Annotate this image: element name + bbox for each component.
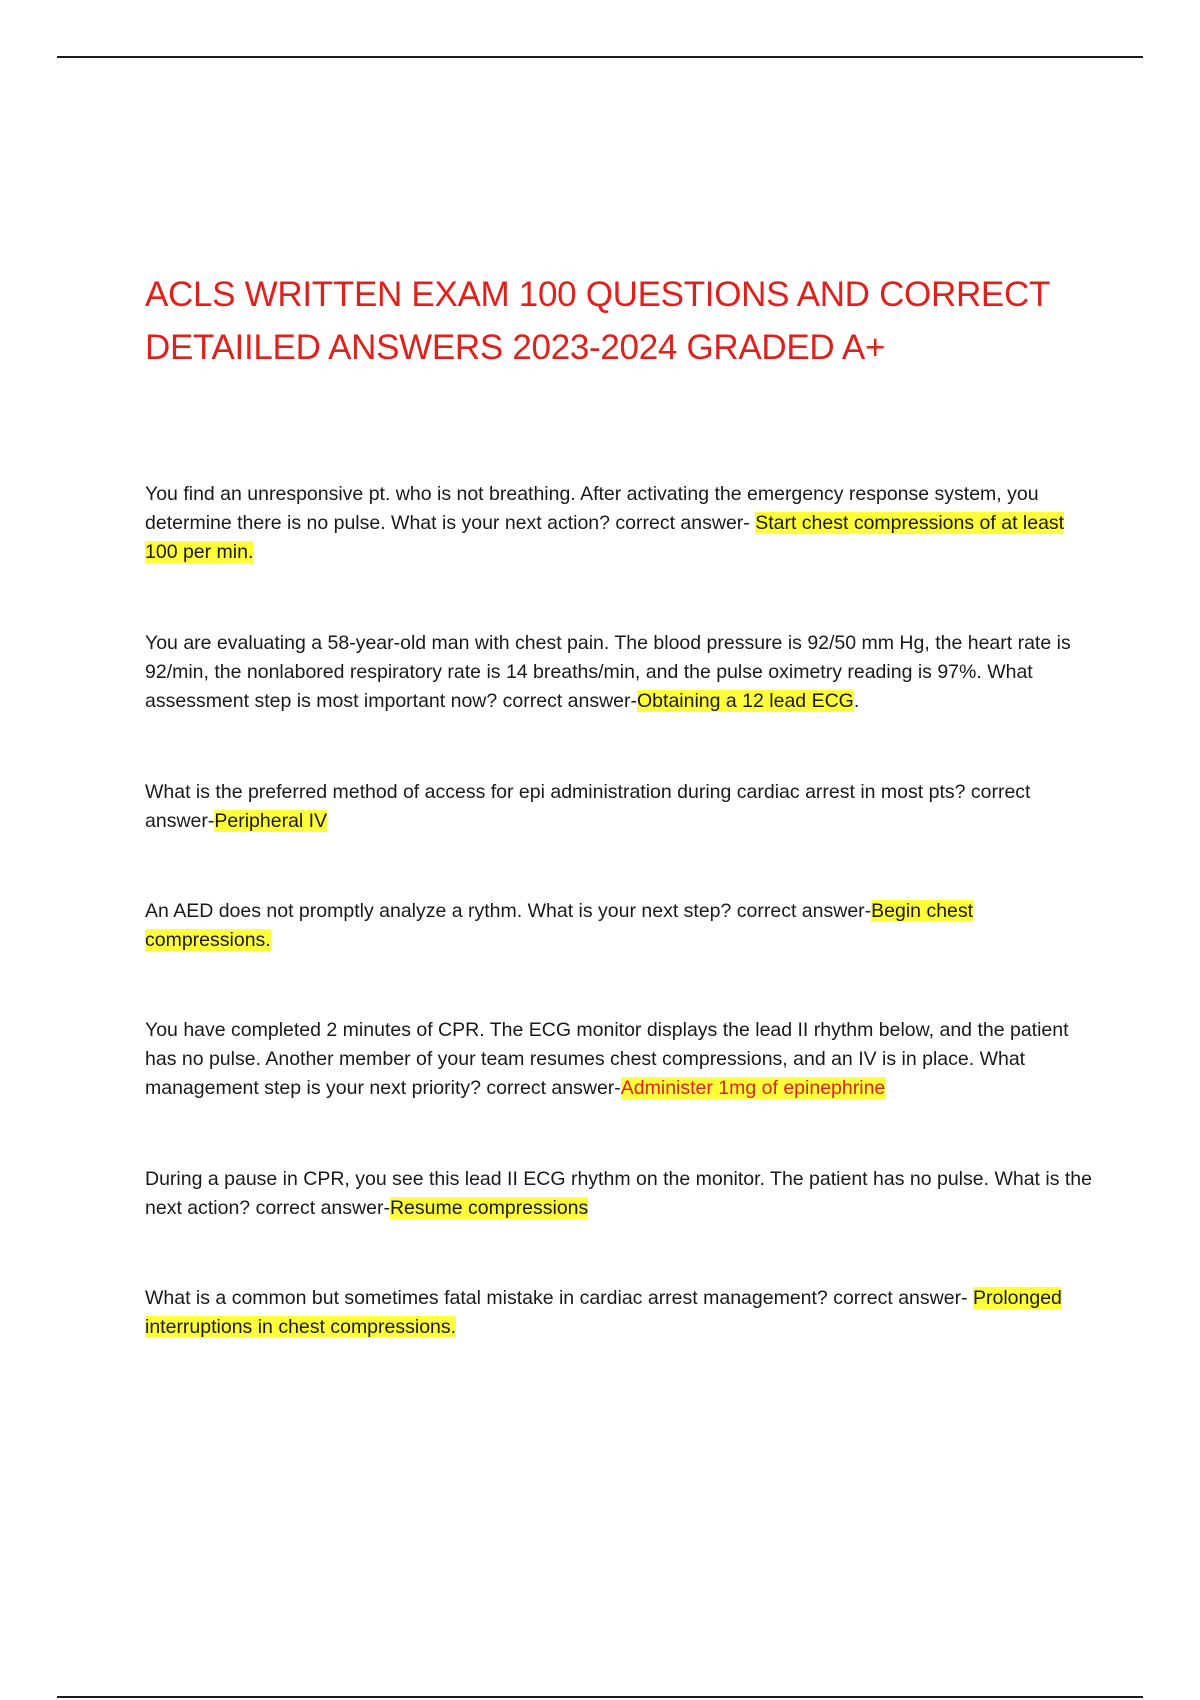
- highlighted-answer: Prolonged interruptions in chest compressions.: [145, 1287, 1062, 1338]
- question-text: You have completed 2 minutes of CPR. The ECG monitor displays the lead II rhythm below, and the patient has no pulse. Another member of your team resumes chest compressions, and an IV is in place. What management step is your next priority? correct answer-: [145, 1019, 1069, 1099]
- qa-item-1: [145, 480, 1095, 567]
- qa-item-5: [145, 1016, 1095, 1103]
- bottom-rule: [57, 1696, 1143, 1698]
- answer-suffix: .: [853, 690, 860, 712]
- question-text: You are evaluating a 58-year-old man with chest pain. The blood pressure is 92/50 mm Hg, the heart rate is 92/min, the nonlabored respiratory rate is 14 breaths/min, and the pulse oximetry reading is 97%. What assessment step is most important now? correct answer-: [145, 632, 1071, 712]
- highlighted-answer: Resume compressions: [389, 1197, 589, 1219]
- highlighted-answer: Start chest compressions of at least 100 per min.: [145, 512, 1065, 563]
- qa-item-6: [145, 1165, 1095, 1223]
- question-text: What is a common but sometimes fatal mistake in cardiac arrest management? correct answer-: [145, 1287, 973, 1309]
- highlighted-answer: Peripheral IV: [214, 810, 328, 832]
- question-text: What is the preferred method of access for epi administration during cardiac arrest in most pts? correct answer-: [145, 781, 1031, 832]
- question-text: During a pause in CPR, you see this lead II ECG rhythm on the monitor. The patient has no pulse. What is the next action? correct answer-: [145, 1168, 1092, 1219]
- highlighted-answer: Begin chest compressions.: [145, 900, 974, 951]
- document-title: ACLS WRITTEN EXAM 100 QUESTIONS AND CORRECT DETAIILED ANSWERS 2023-2024 GRADED A+: [145, 275, 1050, 367]
- qa-item-7: [145, 1284, 1095, 1342]
- question-text: An AED does not promptly analyze a rythm. What is your next step? correct answer-: [145, 900, 872, 922]
- highlighted-answer: Obtaining a 12 lead ECG: [637, 690, 854, 712]
- qa-item-4: [145, 897, 1095, 955]
- qa-item-3: [145, 778, 1095, 836]
- question-text: You find an unresponsive pt. who is not breathing. After activating the emergency response system, you determine there is no pulse. What is your next action? correct answer-: [145, 483, 1039, 534]
- highlighted-answer: Administer 1mg of epinephrine: [620, 1077, 886, 1099]
- top-rule: [57, 56, 1143, 58]
- qa-item-2: [145, 629, 1095, 716]
